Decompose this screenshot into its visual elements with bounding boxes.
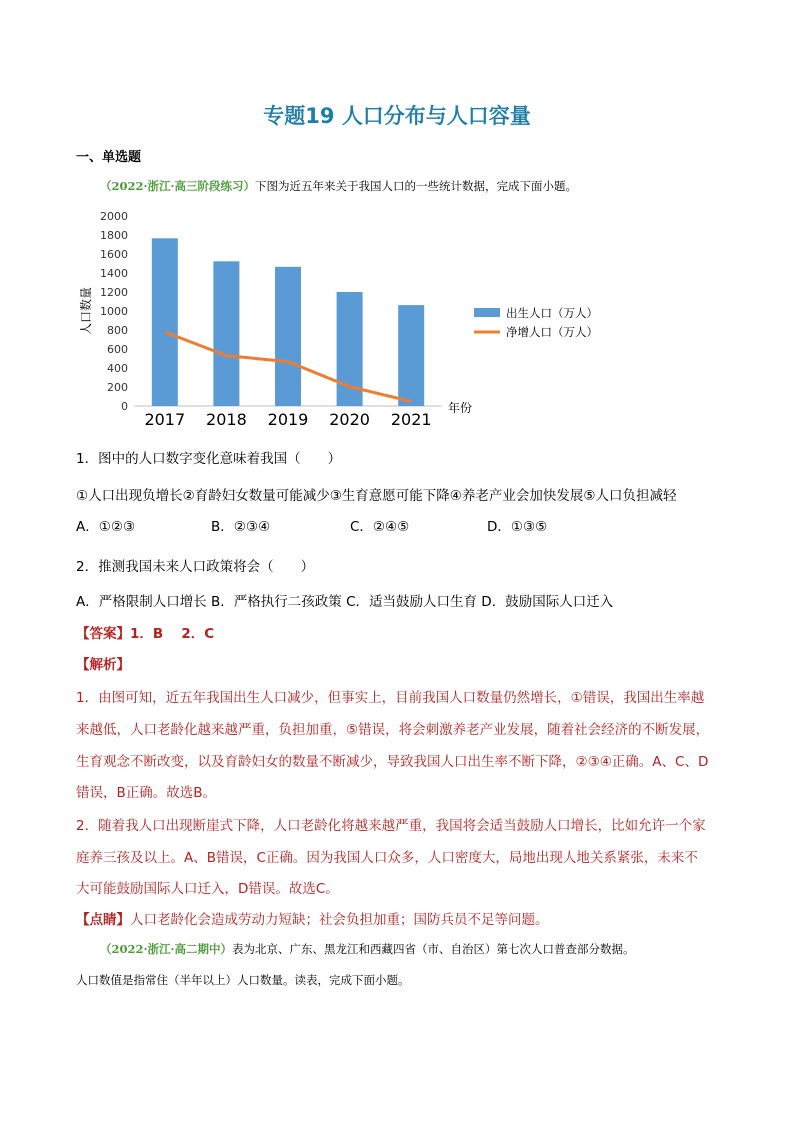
x-tick-label: 2020 xyxy=(329,410,370,429)
q1-stem: 1．图中的人口数字变化意味着我国（ ） xyxy=(76,451,342,467)
x-tick-label: 2021 xyxy=(390,410,432,429)
analysis2-line: 大可能鼓励国际人口迁入，D错误。故选C。 xyxy=(76,881,339,897)
y-tick-label: 0 xyxy=(121,400,128,413)
y-tick-label: 800 xyxy=(107,324,128,337)
answer-tag: 【答案】 xyxy=(76,626,130,642)
analysis2-line: 庭养三孩及以上。A、B错误，C正确。因为我国人口众多，人口密度大，局地出现人地关系紧张，未来不 xyxy=(76,850,698,866)
intro-text: 下图为近五年来关于我国人口的一些统计数据，完成下面小题。 xyxy=(255,179,578,193)
y-axis-label: 人口数量 xyxy=(79,286,93,336)
question-intro-2 xyxy=(100,941,635,957)
bar-birth-2019 xyxy=(275,267,301,406)
legend-swatch-birth xyxy=(474,308,500,317)
x-tick-label: 2017 xyxy=(144,410,186,429)
tip-text: 人口老龄化会造成劳动力短缺；社会负担加重；国防兵员不足等问题。 xyxy=(130,912,549,928)
y-tick-label: 1600 xyxy=(100,248,128,261)
population-chart xyxy=(76,200,636,435)
analysis-tag: 【解析】 xyxy=(76,657,130,673)
y-tick-label: 400 xyxy=(107,362,128,375)
source-tag: （2022·浙江·高三阶段练习） xyxy=(100,179,256,193)
bar-birth-2018 xyxy=(213,261,239,406)
y-tick-label: 1000 xyxy=(100,305,128,318)
y-tick-label: 200 xyxy=(107,381,128,394)
y-tick-label: 600 xyxy=(107,343,128,356)
answer-line xyxy=(76,622,214,642)
q2-stem: 2．推测我国未来人口政策将会（ ） xyxy=(76,559,315,575)
q2-options: A．严格限制人口增长 B．严格执行二孩政策 C．适当鼓励人口生育 D．鼓励国际人口迁入 xyxy=(76,594,614,610)
tip-tag: 【点睛】 xyxy=(76,912,130,928)
q1-option-b[interactable]: B．②③④ xyxy=(211,519,271,535)
q1-option-c[interactable]: C．②④⑤ xyxy=(350,519,410,535)
page-title: 专题19 人口分布与人口容量 xyxy=(263,104,531,128)
analysis1-line: 来越低，人口老龄化越来越严重，负担加重，⑤错误，将会刺激养老产业发展，随着社会经济的不断发展， xyxy=(76,722,710,738)
x-axis-label: 年份 xyxy=(448,401,473,415)
bar-birth-2017 xyxy=(152,238,178,406)
analysis1-line: 1．由图可知，近五年我国出生人口减少，但事实上，目前我国人口数量仍然增长，①错误，我国出生率越 xyxy=(76,690,705,706)
analysis1-line: 错误，B正确。故选B。 xyxy=(76,785,217,801)
y-tick-label: 2000 xyxy=(100,210,128,223)
legend-label-net: 净增人口（万人） xyxy=(506,325,598,339)
intro2-line2: 人口数值是指常住（半年以上）人口数量。读表，完成下面小题。 xyxy=(76,973,410,987)
y-tick-label: 1200 xyxy=(100,286,128,299)
answer-text: 1．B 2．C xyxy=(130,626,215,642)
question-intro xyxy=(100,178,577,194)
q1-option-a[interactable]: A．①②③ xyxy=(76,519,136,535)
y-tick-label: 1800 xyxy=(100,229,128,242)
source-tag-2: （2022·浙江·高二期中） xyxy=(100,942,233,956)
section-heading: 一、单选题 xyxy=(76,150,142,165)
q1-statements: ①人口出现负增长②育龄妇女数量可能减少③生育意愿可能下降④养老产业会加快发展⑤人口负担减轻 xyxy=(76,488,677,504)
analysis1-line: 生育观念不断改变，以及育龄妇女的数量不断减少，导致我国人口出生率不断下降，②③④正确。A、C、D xyxy=(76,754,709,770)
bar-birth-2021 xyxy=(398,305,424,406)
q1-options xyxy=(76,515,676,535)
legend-label-birth: 出生人口（万人） xyxy=(506,306,598,320)
q1-option-d[interactable]: D．①③⑤ xyxy=(487,519,548,535)
x-tick-label: 2019 xyxy=(267,410,309,429)
tip-line xyxy=(76,908,549,928)
analysis2-line: 2．随着我人口出现断崖式下降，人口老龄化将越来越严重，我国将会适当鼓励人口增长，比如允许一个家 xyxy=(76,818,706,834)
y-tick-label: 1400 xyxy=(100,267,128,280)
x-tick-label: 2018 xyxy=(206,410,247,429)
intro2-text: 表为北京、广东、黑龙江和西藏四省（市、自治区）第七次人口普查部分数据。 xyxy=(232,942,635,956)
